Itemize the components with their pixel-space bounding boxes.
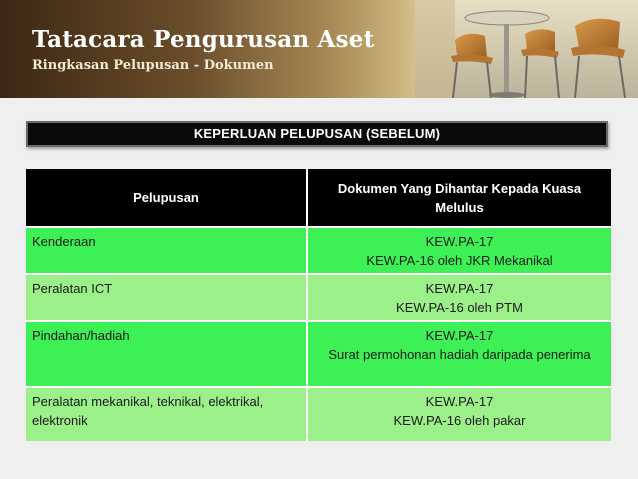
document-list <box>307 274 611 321</box>
document-line: KEW.PA-17 <box>425 281 494 296</box>
disposal-item: Pindahan/hadiah <box>26 321 307 387</box>
document-list <box>307 321 611 387</box>
document-line: KEW.PA-17 <box>425 328 494 343</box>
slide-header <box>0 0 638 98</box>
disposal-item: Peralatan mekanikal, teknikal, elektrikal, elektronik <box>26 387 307 441</box>
document-line: Surat permohonan hadiah daripada penerima <box>328 347 591 362</box>
document-line: KEW.PA-17 <box>425 394 494 409</box>
table-row <box>26 274 611 321</box>
table-header-row <box>26 169 611 227</box>
slide-title: Tatacara Pengurusan Aset <box>32 26 375 53</box>
slide-subtitle: Ringkasan Pelupusan - Dokumen <box>32 58 274 73</box>
furniture-photo <box>415 0 638 98</box>
table-row <box>26 227 611 274</box>
disposal-documents-table <box>26 169 611 441</box>
document-line: KEW.PA-16 oleh PTM <box>396 300 523 315</box>
document-list <box>307 387 611 441</box>
disposal-item: Kenderaan <box>26 227 307 274</box>
header-dokumen: Dokumen Yang Dihantar Kepada Kuasa Melulus <box>307 169 611 227</box>
document-line: KEW.PA-16 oleh JKR Mekanikal <box>366 253 553 268</box>
document-line: KEW.PA-16 oleh pakar <box>393 413 526 428</box>
section-banner: KEPERLUAN PELUPUSAN (SEBELUM) <box>26 121 608 147</box>
document-line: KEW.PA-17 <box>425 234 494 249</box>
table-row <box>26 321 611 387</box>
disposal-item: Peralatan ICT <box>26 274 307 321</box>
header-pelupusan: Pelupusan <box>26 169 307 227</box>
table-row <box>26 387 611 441</box>
document-list <box>307 227 611 274</box>
